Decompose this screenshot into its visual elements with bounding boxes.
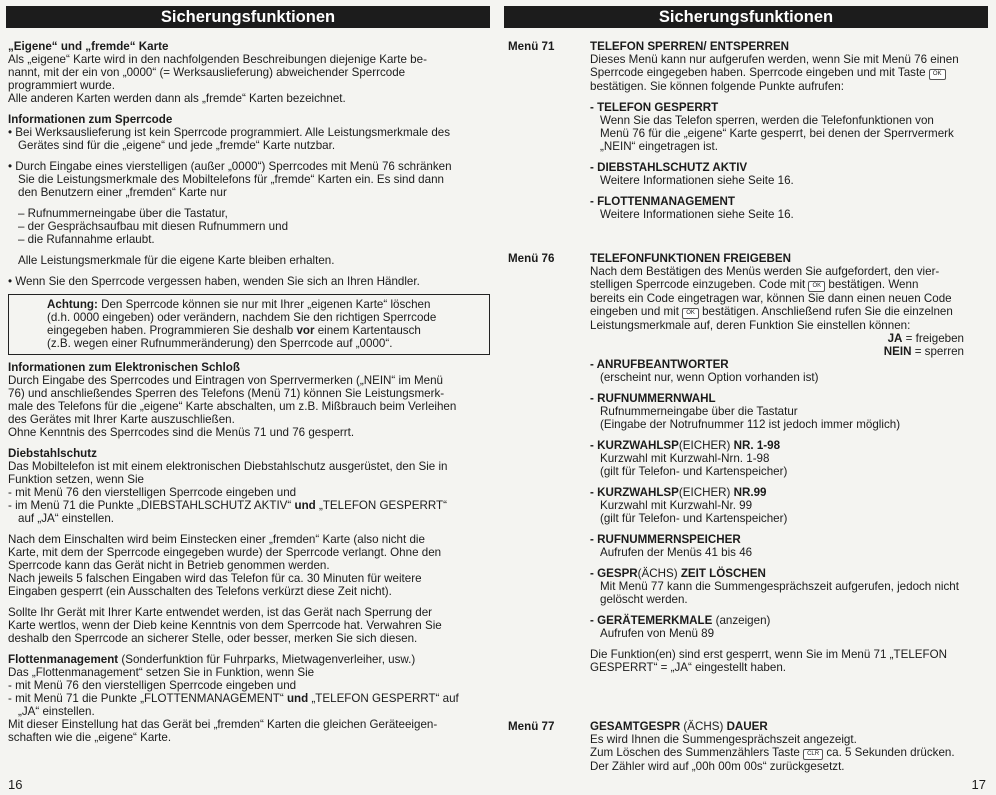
dash-item: – Rufnummerneingabe über die Tastatur, bbox=[18, 207, 228, 220]
option-title-suffix: (EICHER) bbox=[678, 439, 731, 452]
nein-text: = sperren bbox=[911, 345, 964, 358]
option-text: Aufrufen der Menüs 41 bis 46 bbox=[600, 546, 753, 559]
text-line: eingeben und mit bbox=[590, 305, 683, 318]
option-title: - FLOTTENMANAGEMENT bbox=[590, 195, 735, 208]
text-line: GESPERRT“ = „JA“ eingestellt haben. bbox=[590, 661, 787, 674]
dash-item: „TELEFON GESPERRT“ bbox=[315, 499, 447, 512]
text-line: Funktion setzen, wenn Sie bbox=[8, 473, 144, 486]
option-title: - ANRUFBEANTWORTER bbox=[590, 358, 729, 371]
dash-item: - mit Menü 71 die Punkte „FLOTTENMANAGEMENT“ bbox=[8, 692, 287, 705]
text-line: male des Telefons für die „eigene“ Karte abschalten, um z.B. Mißbrauch beim Verleihen bbox=[8, 400, 457, 413]
page-number: 16 bbox=[8, 777, 23, 792]
text-line: Als „eigene“ Karte wird in den nachfolgenden Beschreibungen diejenige Karte be- bbox=[8, 53, 427, 66]
dash-item: - im Menü 71 die Punkte „DIEBSTAHLSCHUTZ AKTIV“ bbox=[8, 499, 295, 512]
option-text: „NEIN“ eingetragen ist. bbox=[600, 140, 718, 153]
nein-label: NEIN bbox=[883, 345, 912, 358]
text-line: bereits ein Code eingetragen war, können Sie dann einen neuen Code bbox=[590, 292, 952, 305]
text-line: Leistungsmerkmale auf, deren Funktion Sie einstellen können: bbox=[590, 319, 911, 332]
option-title: - RUFNUMMERNSPEICHER bbox=[590, 533, 741, 546]
text-line: Sperrcode eingegeben haben. Sperrcode eingeben und mit Taste bbox=[590, 66, 929, 79]
right-page-header: Sicherungsfunktionen bbox=[504, 6, 988, 28]
option-title: - KURZWAHLSP bbox=[590, 439, 679, 452]
text-line: 76) und anschließendes Sperren des Telefons (Menü 71) können Sie Leistungsmerk- bbox=[8, 387, 445, 400]
heading-suffix: (Sonderfunktion für Fuhrparks, Mietwagenverleiher, usw.) bbox=[118, 653, 416, 666]
option-text: Mit Menü 77 kann die Summengesprächszeit aufgerufen, jedoch nicht bbox=[600, 580, 959, 593]
option-text: (erscheint nur, wenn Option vorhanden ist) bbox=[600, 371, 819, 384]
text-line: Das „Flottenmanagement“ setzen Sie in Funktion, wenn Sie bbox=[8, 666, 315, 679]
clr-key-icon: CLR bbox=[803, 749, 823, 760]
text-line: Nach dem Einschalten wird beim Einstecken einer „fremden“ Karte (also nicht die bbox=[8, 533, 425, 546]
dash-item: – der Gesprächsaufbau mit diesen Rufnummern und bbox=[18, 220, 289, 233]
text-line: Durch Eingabe des Sperrcodes und Eintragen von Sperrvermerken („NEIN“ im Menü bbox=[8, 374, 443, 387]
text-line: Ohne Kenntnis des Sperrcodes sind die Menüs 71 und 76 gesperrt. bbox=[8, 426, 355, 439]
ja-label: JA bbox=[887, 332, 903, 345]
text-line: programmiert wurde. bbox=[8, 79, 115, 92]
section-heading-diebstahlschutz: Diebstahlschutz bbox=[8, 447, 97, 460]
section-heading-flottenmanagement: Flottenmanagement bbox=[8, 653, 119, 666]
text-line: bestätigen. Wenn bbox=[825, 278, 919, 291]
text-line: schaften wie die „eigene“ Karte. bbox=[8, 731, 172, 744]
menu-title-suffix: (ÄCHS) bbox=[680, 720, 727, 733]
option-text: Kurzwahl mit Kurzwahl-Nr. 99 bbox=[600, 499, 753, 512]
text-line: Dieses Menü kann nur aufgerufen werden, wenn Sie mit Menü 76 einen bbox=[590, 53, 959, 66]
option-text: gelöscht werden. bbox=[600, 593, 688, 606]
option-title: ZEIT LÖSCHEN bbox=[677, 567, 766, 580]
text-line: Es wird Ihnen die Summengesprächszeit angezeigt. bbox=[590, 733, 857, 746]
text-line: Der Zähler wird auf „00h 00m 00s“ zurückgesetzt. bbox=[590, 760, 845, 773]
left-column bbox=[8, 40, 492, 744]
menu-title: DAUER bbox=[726, 720, 768, 733]
warning-text: eingegeben haben. Programmieren Sie deshalb bbox=[47, 324, 297, 337]
warning-box bbox=[8, 294, 490, 355]
option-title: NR.99 bbox=[730, 486, 767, 499]
section-heading-eigene-fremde: „Eigene“ und „fremde“ Karte bbox=[8, 40, 169, 53]
ok-key-icon: OK bbox=[682, 308, 699, 319]
menu-body bbox=[590, 40, 994, 221]
option-title-suffix: (ÄCHS) bbox=[637, 567, 678, 580]
text-line: bestätigen. Anschließend rufen Sie die einzelnen bbox=[698, 305, 953, 318]
text-line: Karte wertlos, wenn der Dieb keine Kenntnis von dem Sperrcode hat. Verwahren Sie bbox=[8, 619, 442, 632]
option-title: - RUFNUMMERNWAHL bbox=[590, 392, 716, 405]
option-title: NR. 1-98 bbox=[730, 439, 781, 452]
right-page bbox=[500, 0, 996, 795]
menu-title: TELEFON SPERREN/ ENTSPERREN bbox=[590, 40, 790, 53]
section-heading-schloss: Informationen zum Elektronischen Schloß bbox=[8, 361, 240, 374]
warning-emphasis: vor bbox=[296, 324, 315, 337]
text-line: Alle anderen Karten werden dann als „fremde“ Karten bezeichnet. bbox=[8, 92, 346, 105]
bullet-line: den Benutzern einer „fremden“ Karte nur bbox=[18, 186, 227, 199]
dash-item: - mit Menü 76 den vierstelligen Sperrcode eingeben und bbox=[8, 679, 297, 692]
text-line: Nach dem Bestätigen des Menüs werden Sie aufgefordert, den vier- bbox=[590, 265, 940, 278]
text-line: Sollte Ihr Gerät mit Ihrer Karte entwendet werden, ist das Gerät nach Sperrung der bbox=[8, 606, 433, 619]
dash-item: – die Rufannahme erlaubt. bbox=[18, 233, 155, 246]
menu-label: Menü 71 bbox=[508, 40, 555, 53]
option-title-suffix: (anzeigen) bbox=[712, 614, 771, 627]
emphasis-und: und bbox=[286, 692, 309, 705]
menu-label: Menü 76 bbox=[508, 252, 555, 265]
option-text: Wenn Sie das Telefon sperren, werden die Telefonfunktionen von bbox=[600, 114, 934, 127]
text-line: Eingaben gesperrt (ein Ausschalten des Telefons verkürzt diese Zeit nicht). bbox=[8, 585, 392, 598]
warning-text: Den Sperrcode können sie nur mit Ihrer „eigenen Karte“ löschen bbox=[97, 298, 431, 311]
left-page-header: Sicherungsfunktionen bbox=[6, 6, 490, 28]
menu-label: Menü 77 bbox=[508, 720, 555, 733]
option-text: Weitere Informationen siehe Seite 16. bbox=[600, 174, 794, 187]
bullet-line: • Bei Werksauslieferung ist kein Sperrcode programmiert. Alle Leistungsmerkmale des bbox=[8, 126, 451, 139]
menu-title: TELEFONFUNKTIONEN FREIGEBEN bbox=[590, 252, 791, 265]
option-text: (gilt für Telefon- und Kartenspeicher) bbox=[600, 512, 788, 525]
dash-item: „JA“ einstellen. bbox=[18, 705, 95, 718]
menu-title: GESAMTGESPR bbox=[590, 720, 681, 733]
text-line: deshalb den Sperrcode an sicherer Stelle, oder besser, merken Sie sich diesen. bbox=[8, 632, 418, 645]
dash-item: - mit Menü 76 den vierstelligen Sperrcode eingeben und bbox=[8, 486, 297, 499]
text-line: bestätigen. Sie können folgende Punkte aufrufen: bbox=[590, 80, 844, 93]
page-number: 17 bbox=[971, 777, 986, 792]
bullet-line: • Durch Eingabe eines vierstelligen (außer „0000“) Sperrcodes mit Menü 76 schränken bbox=[8, 160, 452, 173]
menu-body bbox=[590, 252, 994, 674]
warning-text: einem Kartentausch bbox=[314, 324, 421, 337]
option-title: - DIEBSTAHLSCHUTZ AKTIV bbox=[590, 161, 748, 174]
text-line: Alle Leistungsmerkmale für die eigene Karte bleiben erhalten. bbox=[18, 254, 335, 267]
text-line: Zum Löschen des Summenzählers Taste bbox=[590, 746, 804, 759]
dash-item: auf „JA“ einstellen. bbox=[18, 512, 115, 525]
text-line: nannt, mit der ein von „0000“ (= Werksauslieferung) abweichender Sperrcode bbox=[8, 66, 406, 79]
text-line: Das Mobiltelefon ist mit einem elektronischen Diebstahlschutz ausgerüstet, den Sie in bbox=[8, 460, 448, 473]
option-title: - GERÄTEMERKMALE bbox=[590, 614, 713, 627]
option-title: - TELEFON GESPERRT bbox=[590, 101, 719, 114]
text-line: Nach jeweils 5 falschen Eingaben wird das Telefon für ca. 30 Minuten für weitere bbox=[8, 572, 422, 585]
option-title: - GESPR bbox=[590, 567, 638, 580]
text-line: Die Funktion(en) sind erst gesperrt, wenn Sie im Menü 71 „TELEFON bbox=[590, 648, 947, 661]
left-page bbox=[0, 0, 496, 795]
section-heading-sperrcode: Informationen zum Sperrcode bbox=[8, 113, 173, 126]
text-line: Sperrcode kann das Gerät nicht in Betrieb genommen werden. bbox=[8, 559, 330, 572]
emphasis-und: und bbox=[294, 499, 316, 512]
text-line: stelligen Sperrcode einzugeben. Code mit bbox=[590, 278, 809, 291]
warning-text: (z.B. wegen einer Rufnummeränderung) den Sperrcode auf „0000“. bbox=[47, 337, 393, 350]
dash-item: „TELEFON GESPERRT“ auf bbox=[308, 692, 459, 705]
option-text: (gilt für Telefon- und Kartenspeicher) bbox=[600, 465, 788, 478]
option-text: Rufnummerneingabe über die Tastatur bbox=[600, 405, 798, 418]
option-text: Menü 76 für die „eigene“ Karte gesperrt, bei denen der Sperrvermerk bbox=[600, 127, 954, 140]
warning-label: Achtung: bbox=[47, 298, 98, 311]
bullet-line: Sie die Leistungsmerkmale des Mobiltelefons für „fremde“ Karten ein. Es sind dann bbox=[18, 173, 444, 186]
text-line: Mit dieser Einstellung hat das Gerät bei „fremden“ Karten die gleichen Geräteeigen- bbox=[8, 718, 438, 731]
option-text: Weitere Informationen siehe Seite 16. bbox=[600, 208, 794, 221]
option-text: Aufrufen von Menü 89 bbox=[600, 627, 715, 640]
option-text: Kurzwahl mit Kurzwahl-Nrn. 1-98 bbox=[600, 452, 770, 465]
text-line: Karte, mit dem der Sperrcode eingegeben wurde) der Sperrcode verlangt. Ohne den bbox=[8, 546, 442, 559]
bullet-line: Gerätes sind für die „eigene“ und jede „fremde“ Karte nutzbar. bbox=[18, 139, 336, 152]
option-title: - KURZWAHLSP bbox=[590, 486, 679, 499]
bullet-line: • Wenn Sie den Sperrcode vergessen haben, wenden Sie sich an Ihren Händler. bbox=[8, 275, 420, 288]
warning-text: (d.h. 0000 eingeben) oder verändern, nachdem Sie den richtigen Sperrcode bbox=[47, 311, 437, 324]
option-text: (Eingabe der Notrufnummer 112 ist jedoch immer möglich) bbox=[600, 418, 901, 431]
ok-key-icon: OK bbox=[929, 69, 946, 80]
text-line: ca. 5 Sekunden drücken. bbox=[823, 746, 955, 759]
text-line: des Gerätes mit Ihrer Karte auszuschließen. bbox=[8, 413, 235, 426]
ok-key-icon: OK bbox=[808, 281, 825, 292]
menu-body bbox=[590, 720, 994, 773]
option-title-suffix: (EICHER) bbox=[678, 486, 731, 499]
ja-text: = freigeben bbox=[902, 332, 964, 345]
